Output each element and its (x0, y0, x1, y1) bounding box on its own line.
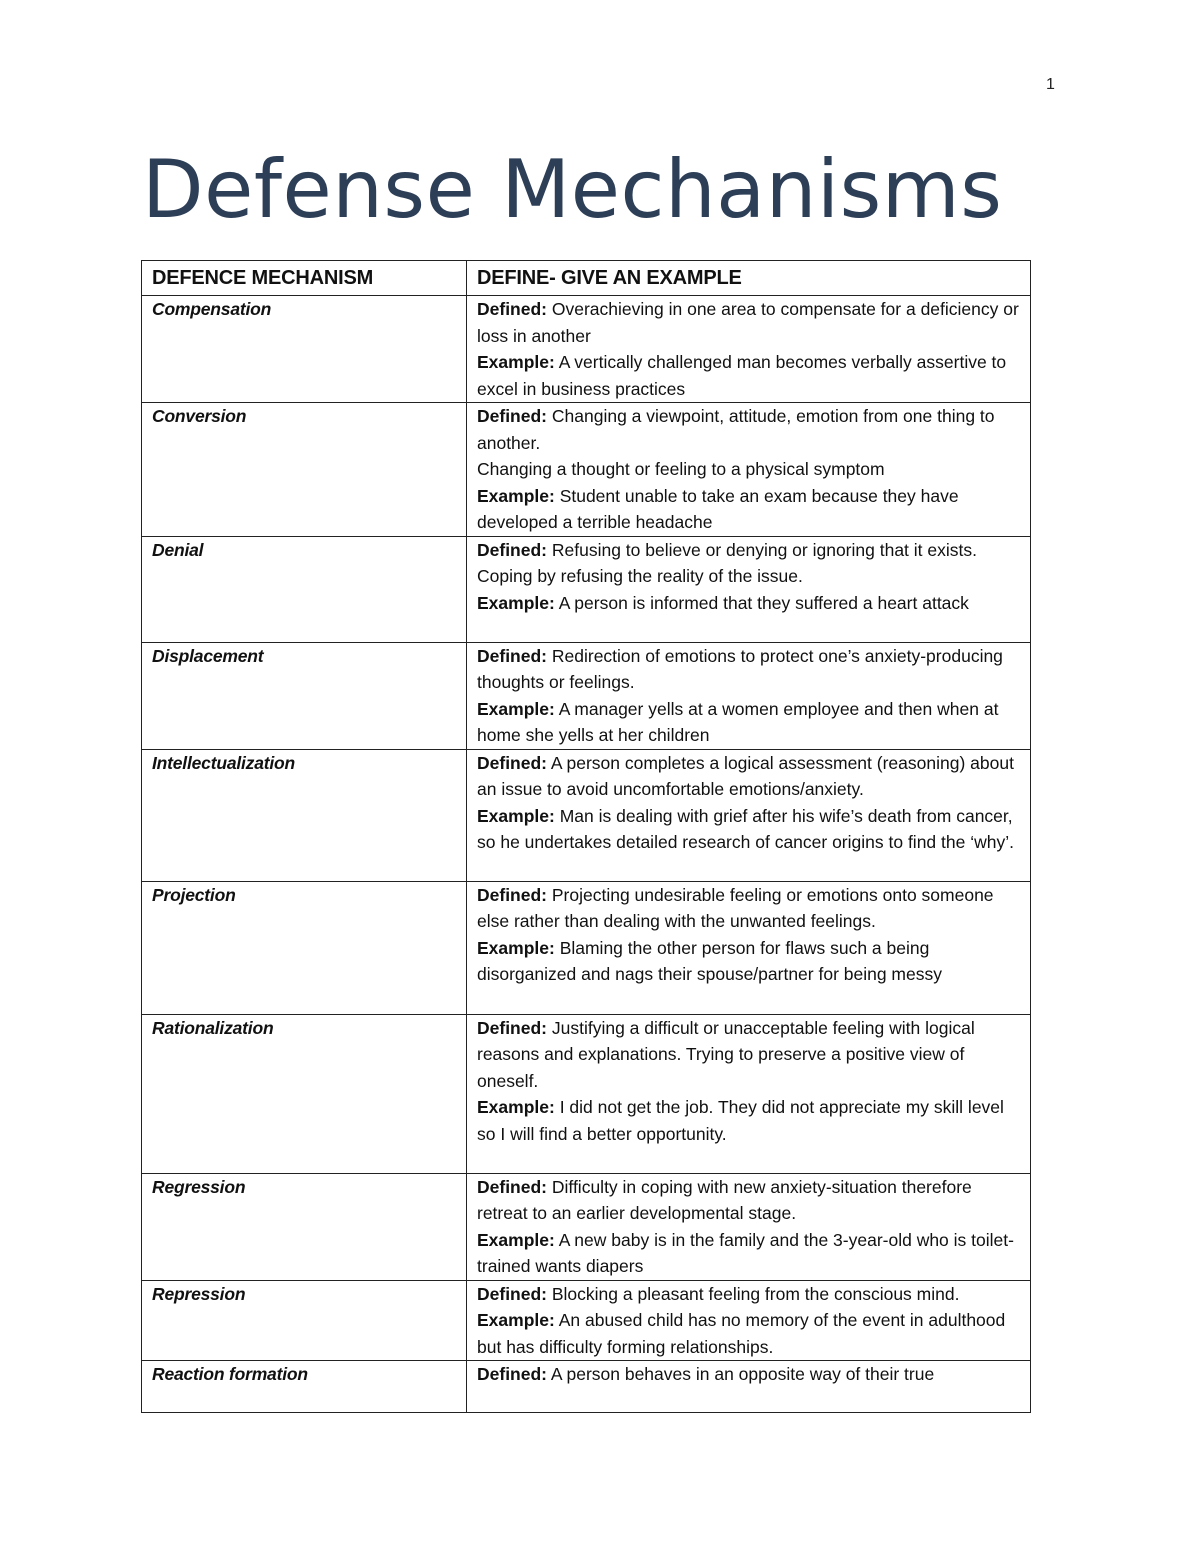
mechanism-description (467, 1173, 1031, 1280)
mechanism-term: Rationalization (142, 1014, 467, 1173)
table-header-row (142, 261, 1031, 296)
example-label: Example: (477, 485, 555, 506)
defined-label: Defined: (477, 299, 547, 319)
defined-text: A person behaves in an opposite way of their true (550, 1364, 935, 1384)
defined-text: Justifying a difficult or unacceptable feeling with logical reasons and explanations. Trying to preserve a positive view of oneself. (477, 1017, 975, 1091)
table-row (142, 1361, 1031, 1413)
mechanism-term: Intellectualization (142, 749, 467, 881)
table-row (142, 749, 1031, 881)
example-label: Example: (477, 1229, 555, 1250)
mechanism-term: Reaction formation (142, 1361, 467, 1413)
mechanism-description (467, 1014, 1031, 1173)
example-text: Blaming the other person for flaws such a being disorganized and nags their spouse/partner for being messy (477, 937, 942, 984)
defined-extra-text: Changing a thought or feeling to a physical symptom (477, 459, 885, 479)
defined-text: Overachieving in one area to compensate for a deficiency or loss in another (477, 299, 1019, 346)
column-header-definition: DEFINE- GIVE AN EXAMPLE (467, 261, 1031, 296)
defined-label: Defined: (477, 884, 547, 905)
example-text: Man is dealing with grief after his wife’s death from cancer, so he undertakes detailed research of cancer origins to find the ‘why’. (477, 805, 1014, 852)
defined-label: Defined: (477, 1017, 547, 1038)
mechanism-description (467, 536, 1031, 642)
table-row (142, 1173, 1031, 1280)
table-row (142, 642, 1031, 749)
example-label: Example: (477, 937, 555, 958)
defined-text: Projecting undesirable feeling or emotions onto someone else rather than dealing with the unwanted feelings. (477, 884, 994, 931)
mechanism-term: Regression (142, 1173, 467, 1280)
table-row (142, 536, 1031, 642)
mechanism-term: Displacement (142, 642, 467, 749)
defense-mechanisms-table (141, 260, 1031, 1413)
table-row (142, 1280, 1031, 1361)
defined-label: Defined: (477, 1283, 547, 1304)
defined-label: Defined: (477, 539, 547, 560)
defined-label: Defined: (477, 1364, 547, 1384)
defined-text: A person completes a logical assessment (reasoning) about an issue to avoid uncomfortable emotions/anxiety. (477, 752, 1014, 799)
example-text: A person is informed that they suffered a heart attack (558, 592, 969, 613)
example-text: Student unable to take an exam because they have developed a terrible headache (477, 485, 959, 532)
defined-text: Refusing to believe or denying or ignoring that it exists. Coping by refusing the reality of the issue. (477, 539, 977, 586)
defined-label: Defined: (477, 406, 547, 426)
mechanism-term: Compensation (142, 296, 467, 403)
table-row (142, 1014, 1031, 1173)
defined-text: Changing a viewpoint, attitude, emotion from one thing to another. (477, 406, 995, 453)
example-label: Example: (477, 592, 555, 613)
mechanism-term: Projection (142, 881, 467, 1014)
mechanism-description (467, 881, 1031, 1014)
mechanism-description (467, 642, 1031, 749)
table-row (142, 881, 1031, 1014)
example-label: Example: (477, 1310, 555, 1330)
defined-label: Defined: (477, 752, 547, 773)
defined-text: Redirection of emotions to protect one’s anxiety-producing thoughts or feelings. (477, 645, 1003, 692)
mechanism-term: Conversion (142, 403, 467, 537)
page-number: 1 (1046, 76, 1055, 93)
mechanism-description (467, 403, 1031, 537)
example-label: Example: (477, 698, 555, 719)
mechanism-description (467, 1361, 1031, 1413)
example-text: A new baby is in the family and the 3-year-old who is toilet-trained wants diapers (477, 1229, 1014, 1276)
mechanism-term: Denial (142, 536, 467, 642)
example-text: A manager yells at a women employee and then when at home she yells at her children (477, 698, 999, 745)
mechanism-description (467, 296, 1031, 403)
example-text: I did not get the job. They did not appreciate my skill level so I will find a better opportunity. (477, 1097, 1004, 1144)
defined-label: Defined: (477, 1176, 547, 1197)
defined-text: Difficulty in coping with new anxiety-situation therefore retreat to an earlier developmental stage. (477, 1176, 972, 1223)
mechanism-description (467, 749, 1031, 881)
mechanism-description (467, 1280, 1031, 1361)
example-label: Example: (477, 1097, 555, 1117)
mechanism-term: Repression (142, 1280, 467, 1361)
table-row (142, 403, 1031, 537)
table-row (142, 296, 1031, 403)
example-text: An abused child has no memory of the event in adulthood but has difficulty forming relationships. (477, 1310, 1006, 1357)
example-text: A vertically challenged man becomes verbally assertive to excel in business practices (477, 352, 1007, 399)
column-header-mechanism: DEFENCE MECHANISM (142, 261, 467, 296)
example-label: Example: (477, 805, 555, 826)
defined-text: Blocking a pleasant feeling from the conscious mind. (551, 1283, 960, 1304)
document-title: Defense Mechanisms (142, 143, 1003, 236)
example-label: Example: (477, 352, 555, 372)
defined-label: Defined: (477, 645, 547, 666)
